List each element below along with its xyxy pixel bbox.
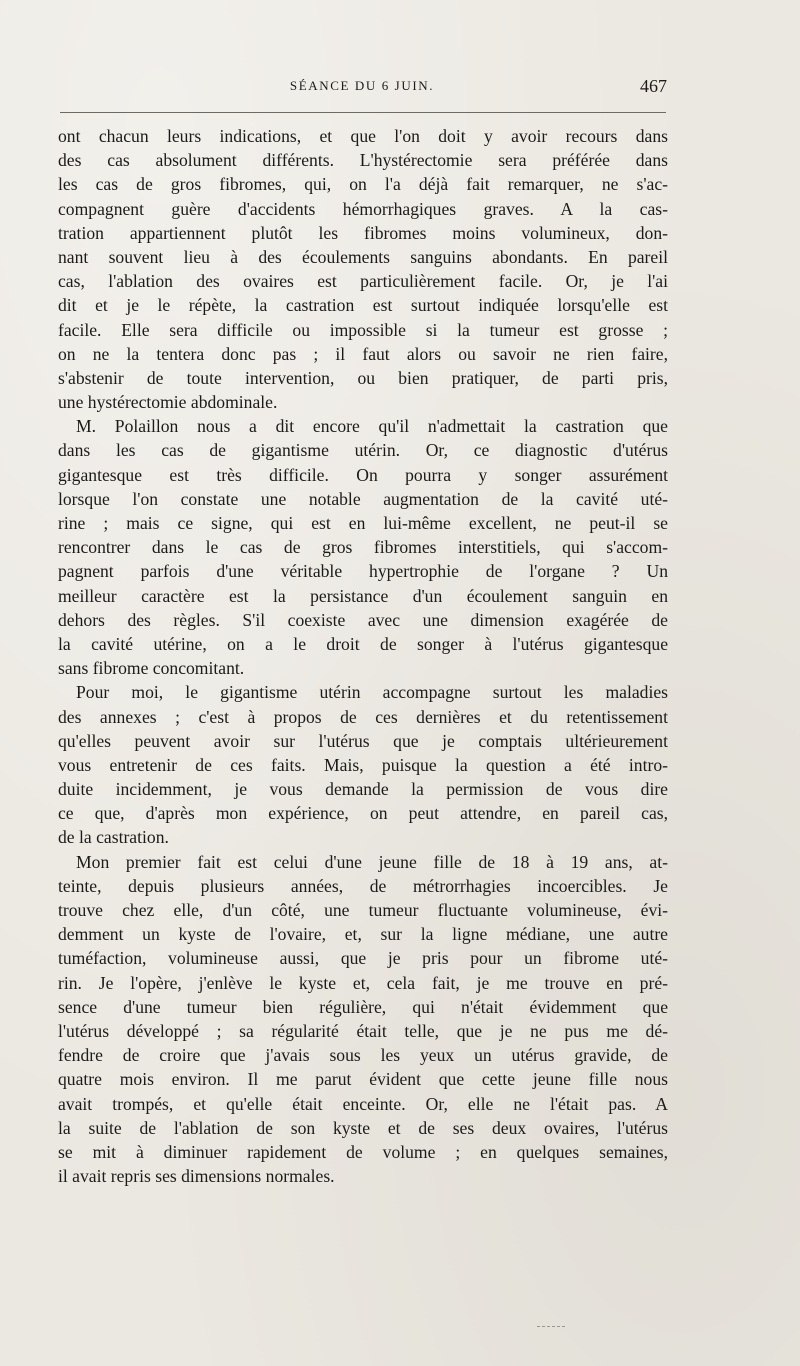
text-line: trouve chez elle, d'un côté, une tumeur fluctuante volumineuse, évi-	[58, 900, 668, 920]
text-line: les cas de gros fibromes, qui, on l'a déjà fait remarquer, ne s'ac-	[58, 174, 668, 195]
text-line: sans fibrome concomitant.	[58, 658, 245, 679]
text-line: la cavité utérine, on a le droit de songer à l'utérus gigantesque	[58, 633, 668, 654]
text-line: nant souvent lieu à des écoulements sanguins abondants. En pareil	[58, 246, 668, 267]
text-line: lorsque l'on constate une notable augmentation de la cavité uté-	[58, 488, 668, 509]
page-header	[57, 76, 667, 100]
footer-mark	[537, 1326, 565, 1327]
text-line: fendre de croire que j'avais sous les yeux un utérus gravide, de	[58, 1045, 668, 1066]
text-line: demment un kyste de l'ovaire, et, sur la ligne médiane, une autre	[58, 924, 668, 945]
body-text	[58, 124, 668, 1188]
text-line: dit et je le répète, la castration est surtout indiquée lorsqu'elle est	[58, 295, 668, 316]
text-line: facile. Elle sera difficile ou impossible si la tumeur est grosse ;	[58, 319, 668, 340]
text-line: cas, l'ablation des ovaires est particulièrement facile. Or, je l'ai	[58, 271, 668, 292]
text-line: qu'elles peuvent avoir sur l'utérus que je comptais ultérieurement	[58, 730, 668, 751]
text-line: Mon premier fait est celui d'une jeune fille de 18 à 19 ans, at-	[76, 851, 668, 872]
text-line: il avait repris ses dimensions normales.	[58, 1166, 335, 1187]
text-line: meilleur caractère est la persistance d'un écoulement sanguin en	[58, 585, 668, 606]
text-line: une hystérectomie abdominale.	[58, 392, 278, 413]
running-title: SÉANCE DU 6 JUIN.	[289, 78, 435, 93]
text-line: s'abstenir de toute intervention, ou bien pratiquer, de parti pris,	[58, 367, 668, 388]
text-line: tration appartiennent plutôt les fibromes moins volumineux, don-	[58, 222, 668, 243]
text-line: des cas absolument différents. L'hystérectomie sera préférée dans	[58, 150, 668, 171]
text-line: Pour moi, le gigantisme utérin accompagne surtout les maladies	[76, 682, 668, 703]
page-number: 467	[640, 76, 667, 96]
text-line: tuméfaction, volumineuse aussi, que je pris pour un fibrome uté-	[58, 948, 668, 969]
text-line: rencontrer dans le cas de gros fibromes interstitiels, qui s'accom-	[58, 537, 668, 558]
text-line: gigantesque est très difficile. On pourra y songer assurément	[58, 464, 668, 485]
text-line: sence d'une tumeur bien régulière, qui n'était évidemment que	[58, 996, 668, 1017]
text-line: pagnent parfois d'une véritable hypertrophie de l'organe ? Un	[58, 561, 668, 582]
text-line: se mit à diminuer rapidement de volume ; en quelques semaines,	[58, 1141, 668, 1162]
text-line: quatre mois environ. Il me parut évident que cette jeune fille nous	[58, 1069, 668, 1090]
text-line: dehors des règles. S'il coexiste avec une dimension exagérée de	[58, 609, 668, 630]
text-line: ce que, d'après mon expérience, on peut attendre, en pareil cas,	[58, 803, 668, 824]
text-line: vous entretenir de ces faits. Mais, puisque la question a été intro-	[58, 754, 668, 775]
text-line: avait trompés, et qu'elle était enceinte. Or, elle ne l'était pas. A	[58, 1093, 668, 1114]
text-line: duite incidemment, je vous demande la permission de vous dire	[58, 779, 668, 800]
text-line: rine ; mais ce signe, qui est en lui-même excellent, ne peut-il se	[58, 513, 668, 533]
text-line: rin. Je l'opère, j'enlève le kyste et, cela fait, je me trouve en pré-	[58, 972, 668, 993]
text-line: de la castration.	[58, 827, 169, 848]
text-line: compagnent guère d'accidents hémorrhagiques graves. A la cas-	[58, 198, 668, 219]
header-rule	[60, 112, 666, 113]
text-line: teinte, depuis plusieurs années, de métrorrhagies incoercibles. Je	[58, 875, 668, 896]
text-line: l'utérus développé ; sa régularité était telle, que je ne pus me dé-	[58, 1020, 668, 1041]
text-line: on ne la tentera donc pas ; il faut alors ou savoir ne rien faire,	[58, 343, 668, 364]
text-line: M. Polaillon nous a dit encore qu'il n'admettait la castration que	[76, 416, 668, 437]
text-line: ont chacun leurs indications, et que l'on doit y avoir recours dans	[58, 126, 668, 146]
text-line: la suite de l'ablation de son kyste et de ses deux ovaires, l'utérus	[58, 1117, 668, 1138]
text-line: dans les cas de gigantisme utérin. Or, ce diagnostic d'utérus	[58, 440, 668, 461]
text-line: des annexes ; c'est à propos de ces dernières et du retentissement	[58, 706, 668, 727]
